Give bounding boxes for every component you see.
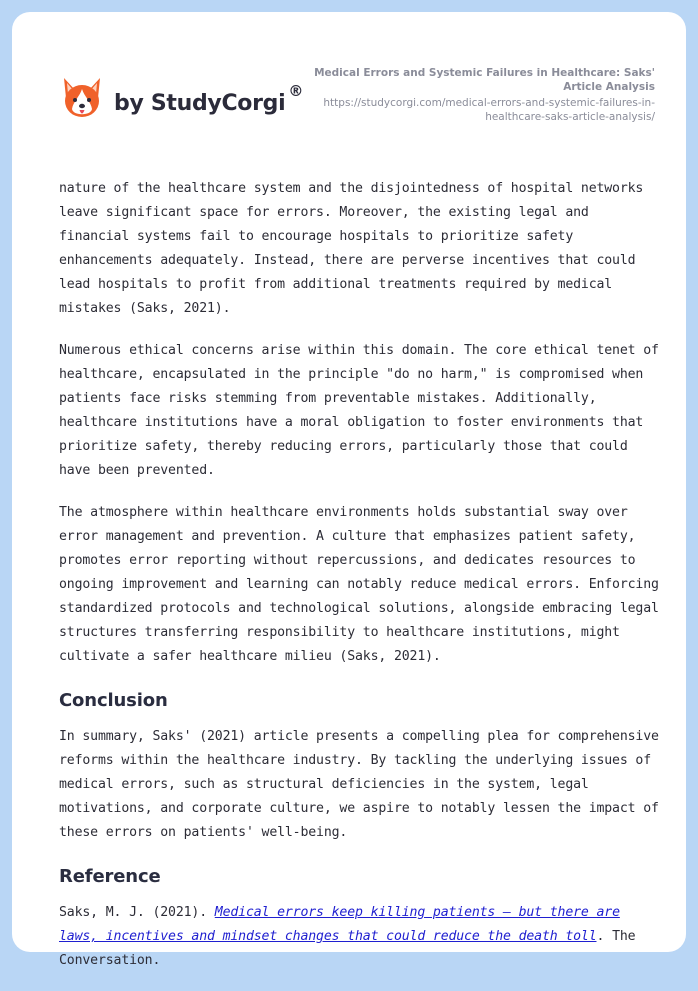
article-body xyxy=(59,177,659,991)
paragraph: nature of the healthcare system and the disjointedness of hospital networks leave significant space for errors. Moreover, the existing legal and financial systems fail to encourage hospitals to prioritize safety enhancements adequately. Instead, there are perverse incentives that could lead hospitals to profit from additional treatments required by medical mistakes (Saks, 2021). xyxy=(59,181,644,316)
paragraph: Numerous ethical concerns arise within this domain. The core ethical tenet of healthcare, encapsulated in the principle "do no harm," is compromised when patients face risks stemming from preventable mistakes. Additionally, healthcare institutions have a moral obligation to foster environments that prioritize safety, thereby reducing errors, particularly those that could have been prevented. xyxy=(59,343,659,478)
reference-entry xyxy=(59,901,659,973)
reference-source: . The Conversation. xyxy=(59,929,636,968)
reference-heading: Reference xyxy=(59,866,161,887)
conclusion-paragraph: In summary, Saks' (2021) article presents a compelling plea for comprehensive reforms within the healthcare industry. By tackling the underlying issues of medical errors, such as structural deficiencies in the system, legal motivations, and corporate culture, we aspire to notably lessen the impact of these errors on patients' well-being. xyxy=(59,729,659,840)
registered-mark: ® xyxy=(288,81,304,100)
reference-author: Saks, M. J. (2021). xyxy=(59,905,215,920)
article-url[interactable]: https://studycorgi.com/medical-errors-and-systemic-failures-in-healthcare-saks-article-analysis/ xyxy=(323,97,655,123)
article-header xyxy=(295,66,655,124)
paragraph: The atmosphere within healthcare environments holds substantial sway over error management and prevention. A culture that emphasizes patient safety, promotes error reporting without repercussions, and dedicates resources to ongoing improvement and learning can notably reduce medical errors. Enforcing standardized protocols and technological solutions, alongside embracing legal structures transferring responsibility to healthcare institutions, might cultivate a safer healthcare milieu (Saks, 2021). xyxy=(59,505,659,664)
reference-link[interactable]: Medical errors keep killing patients – but there are laws, incentives and mindset changes that could reduce the death toll xyxy=(59,905,620,944)
logo-wordmark xyxy=(114,81,304,116)
studycorgi-logo[interactable] xyxy=(61,76,303,122)
document-page xyxy=(12,12,686,968)
article-title: Medical Errors and Systemic Failures in Healthcare: Saks' Article Analysis xyxy=(314,67,655,93)
conclusion-heading: Conclusion xyxy=(59,690,168,711)
corgi-icon xyxy=(61,76,103,122)
logo-text: by StudyCorgi xyxy=(114,90,286,116)
